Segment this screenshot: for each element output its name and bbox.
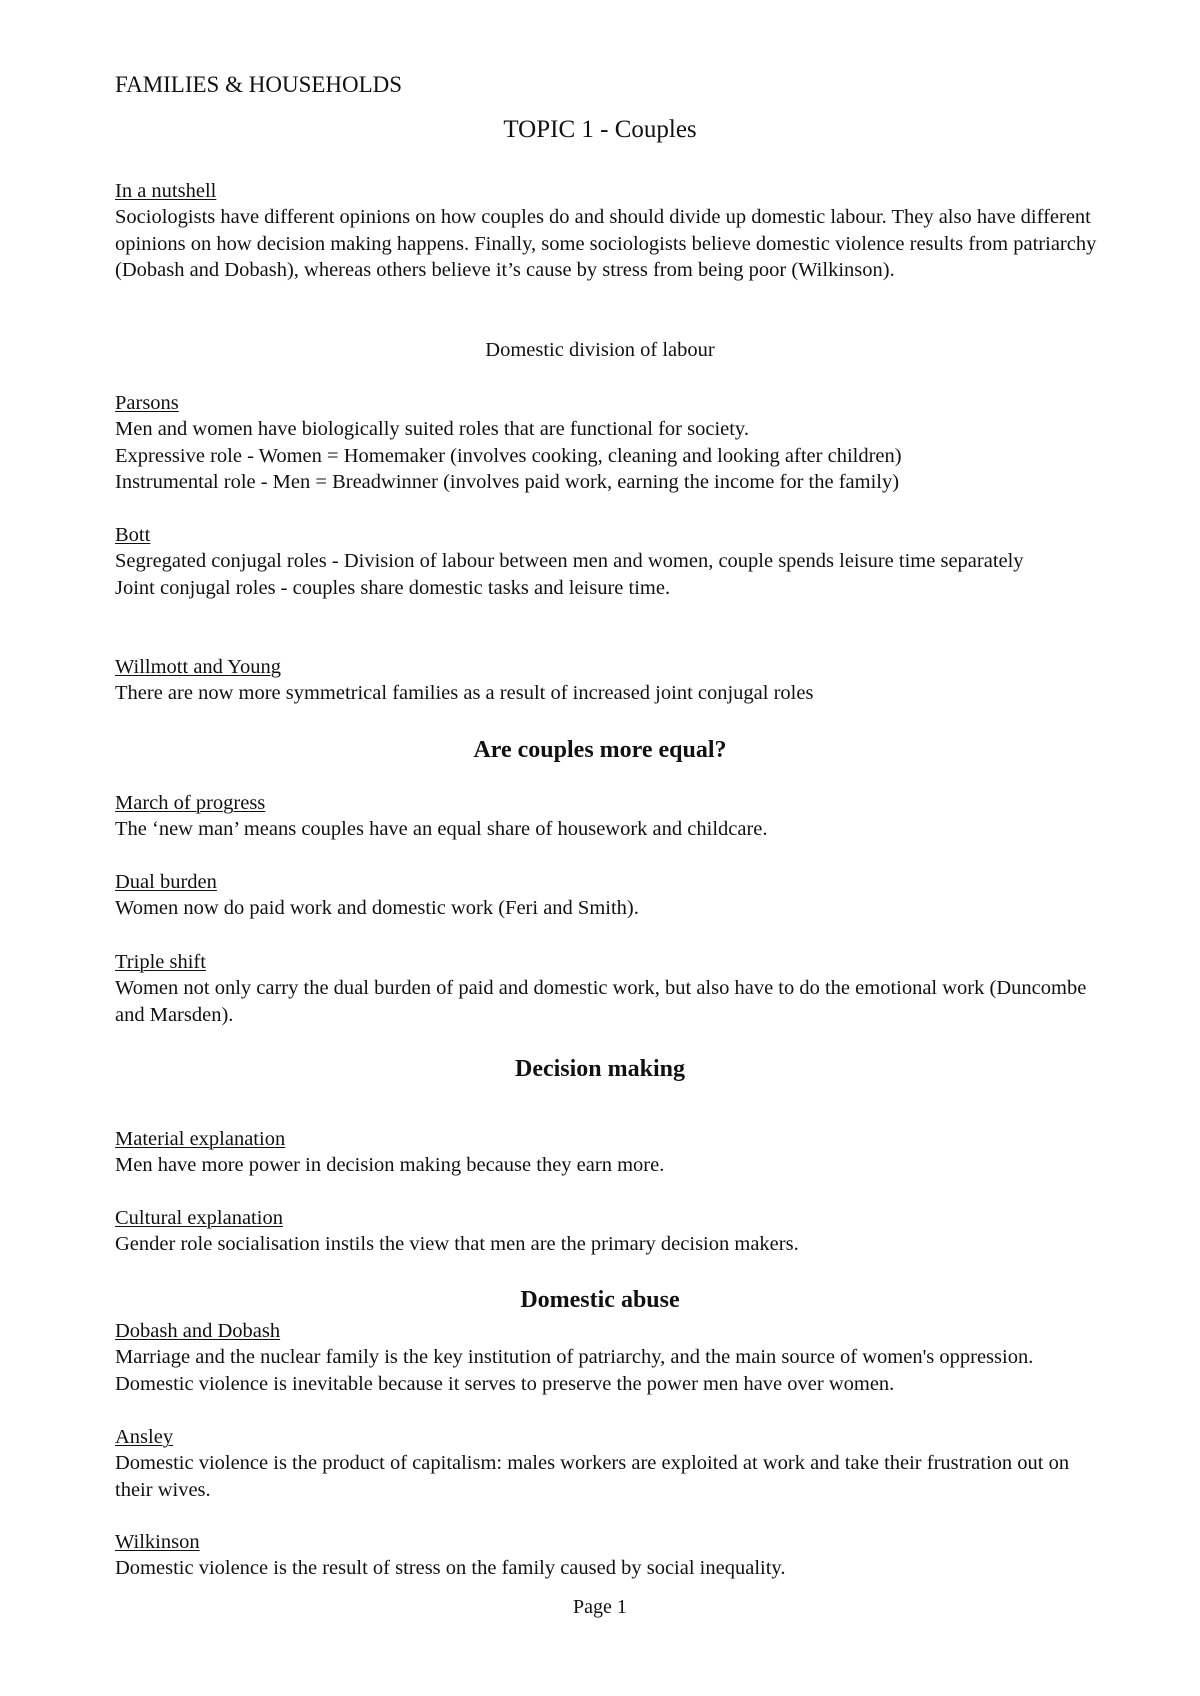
bott-line-2: Joint conjugal roles - couples share domestic tasks and leisure time. — [115, 576, 671, 599]
bott-label: Bott — [115, 524, 151, 546]
cultural-explanation-section — [115, 1205, 1105, 1258]
document-title: FAMILIES & HOUSEHOLDS — [115, 72, 403, 97]
dobash-label: Dobash and Dobash — [115, 1320, 281, 1342]
parsons-line-3: Instrumental role - Men = Breadwinner (involves paid work, earning the income for the family) — [115, 471, 900, 494]
ansley-text: Domestic violence is the product of capitalism: males workers are exploited at work and take their frustration out on their wives. — [115, 1452, 1070, 1501]
parsons-line-1: Men and women have biologically suited roles that are functional for society. — [115, 418, 749, 441]
wilkinson-text: Domestic violence is the result of stress on the family caused by social inequality. — [115, 1557, 786, 1580]
equality-heading: Are couples more equal? — [473, 737, 727, 763]
nutshell-label: In a nutshell — [115, 180, 217, 202]
dual-burden-label: Dual burden — [115, 871, 217, 893]
wilkinson-label: Wilkinson — [115, 1531, 200, 1553]
material-explanation-text: Men have more power in decision making because they earn more. — [115, 1154, 665, 1177]
willmott-young-text: There are now more symmetrical families as a result of increased joint conjugal roles — [115, 682, 814, 705]
domestic-division-heading: Domestic division of labour — [485, 339, 715, 361]
material-explanation-label: Material explanation — [115, 1128, 286, 1150]
page-number: Page 1 — [573, 1596, 627, 1618]
dual-burden-text: Women now do paid work and domestic work (Feri and Smith). — [115, 897, 639, 920]
cultural-explanation-label: Cultural explanation — [115, 1207, 283, 1229]
parsons-line-2: Expressive role - Women = Homemaker (involves cooking, cleaning and looking after children) — [115, 444, 902, 467]
domestic-abuse-heading: Domestic abuse — [520, 1287, 680, 1313]
dobash-text: Marriage and the nuclear family is the key institution of patriarchy, and the main source of women's oppression. Domestic violence is inevitable because it serves to preserve the power men have over women. — [115, 1346, 1034, 1395]
wilkinson-section — [115, 1529, 1105, 1582]
nutshell-text: Sociologists have different opinions on how couples do and should divide up domestic labour. They also have different opinions on how decision making happens. Finally, some sociologists believe domestic violence results from patriarchy (Dobash and Dobash), whereas others believe it’s cause by stress from being poor (Wilkinson). — [115, 206, 1097, 282]
parsons-section — [115, 390, 1105, 496]
bott-section — [115, 522, 1105, 601]
triple-shift-label: Triple shift — [115, 951, 206, 973]
triple-shift-text: Women not only carry the dual burden of paid and domestic work, but also have to do the emotional work (Duncombe and Marsden). — [115, 977, 1087, 1026]
topic-heading: TOPIC 1 - Couples — [503, 116, 697, 143]
triple-shift-section — [115, 949, 1105, 1028]
ansley-label: Ansley — [115, 1426, 174, 1448]
bott-line-1: Segregated conjugal roles - Division of labour between men and women, couple spends leisure time separately — [115, 550, 1024, 573]
nutshell-section — [115, 178, 1105, 284]
dual-burden-section — [115, 869, 1105, 922]
march-of-progress-text: The ‘new man’ means couples have an equal share of housework and childcare. — [115, 818, 768, 841]
march-of-progress-label: March of progress — [115, 792, 266, 814]
cultural-explanation-text: Gender role socialisation instils the view that men are the primary decision makers. — [115, 1233, 799, 1256]
decision-making-heading: Decision making — [514, 1056, 685, 1082]
dobash-section — [115, 1318, 1105, 1397]
march-of-progress-section — [115, 790, 1105, 843]
ansley-section — [115, 1424, 1105, 1503]
parsons-label: Parsons — [115, 392, 179, 414]
willmott-young-section — [115, 654, 1105, 707]
material-explanation-section — [115, 1126, 1105, 1179]
willmott-young-label: Willmott and Young — [115, 656, 282, 678]
